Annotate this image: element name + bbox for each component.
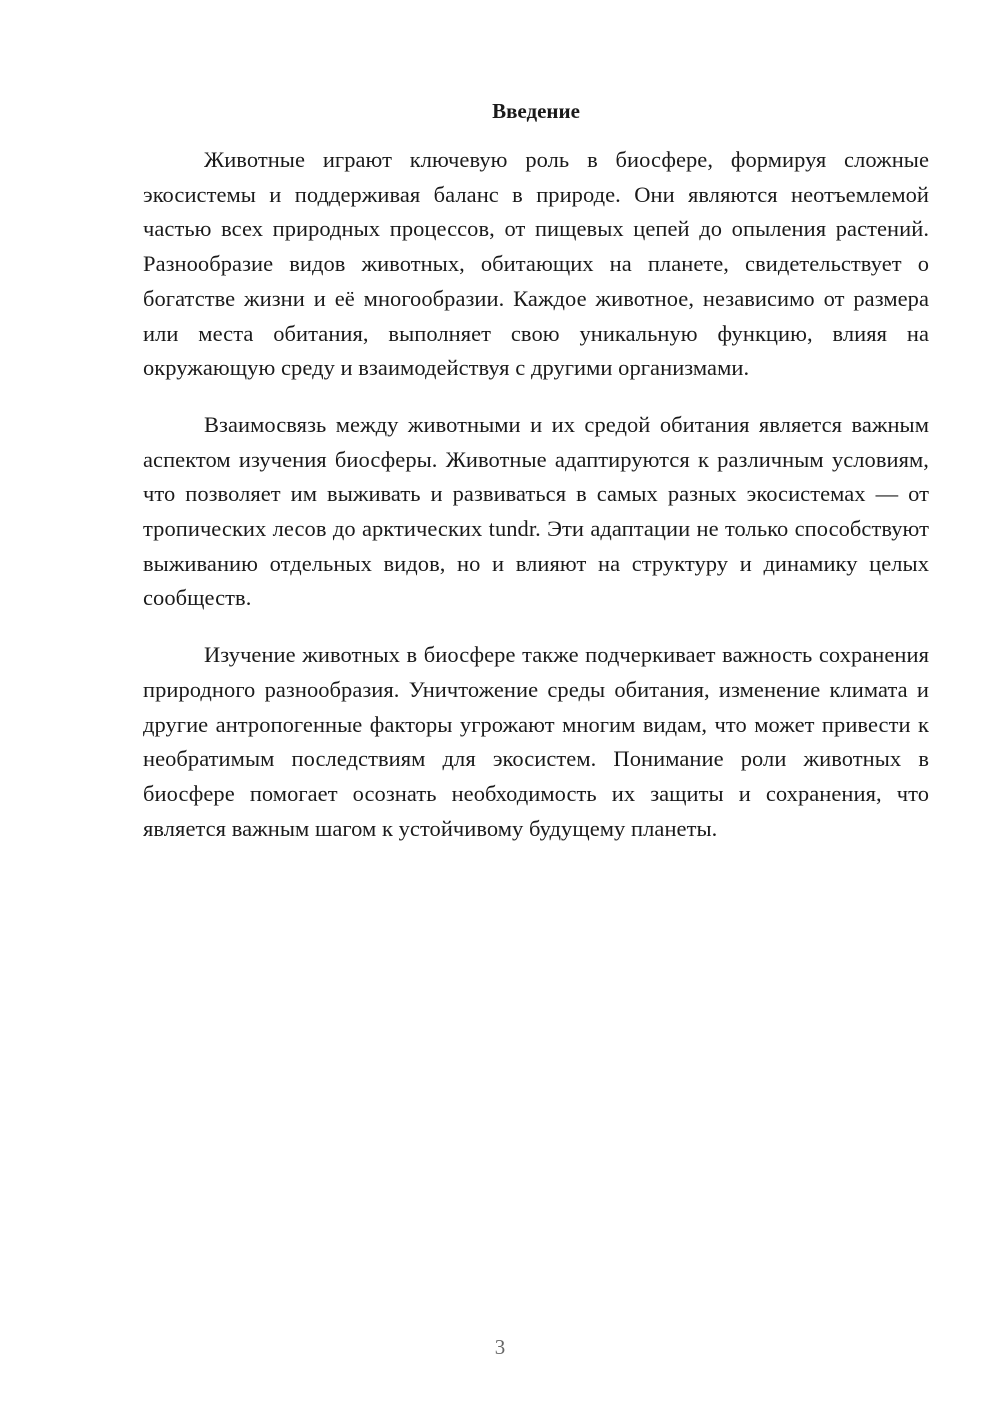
page-number: 3	[494, 1335, 506, 1359]
paragraph-3: Изучение животных в биосфере также подчеркивает важность сохранения природного разнообразия. Уничтожение среды обитания, изменение климата и другие антропогенные факторы угрожают многим видам, что может привести к необратимым последствиям для экосистем. Понимание роли животных в биосфере помогает осознать необходимость их защиты и сохранения, что является важным шагом к устойчивому будущему планеты.	[143, 642, 929, 841]
document-body	[143, 143, 929, 868]
paragraph-1: Животные играют ключевую роль в биосфере, формируя сложные экосистемы и поддерживая баланс в природе. Они являются неотъемлемой частью всех природных процессов, от пищевых цепей до опыления растений. Разнообразие видов животных, обитающих на планете, свидетельствует о богатстве жизни и её многообразии. Каждое животное, независимо от размера или места обитания, выполняет свою уникальную функцию, влияя на окружающую среду и взаимодействуя с другими организмами.	[143, 147, 929, 381]
paragraph-2: Взаимосвязь между животными и их средой обитания является важным аспектом изучения биосферы. Животные адаптируются к различным условиям, что позволяет им выживать и развиваться в самых разных экосистемах — от тропических лесов до арктических tundr. Эти адаптации не только способствуют выживанию отдельных видов, но и влияют на структуру и динамику целых сообществ.	[143, 411, 929, 611]
section-title: Введение	[492, 99, 580, 123]
